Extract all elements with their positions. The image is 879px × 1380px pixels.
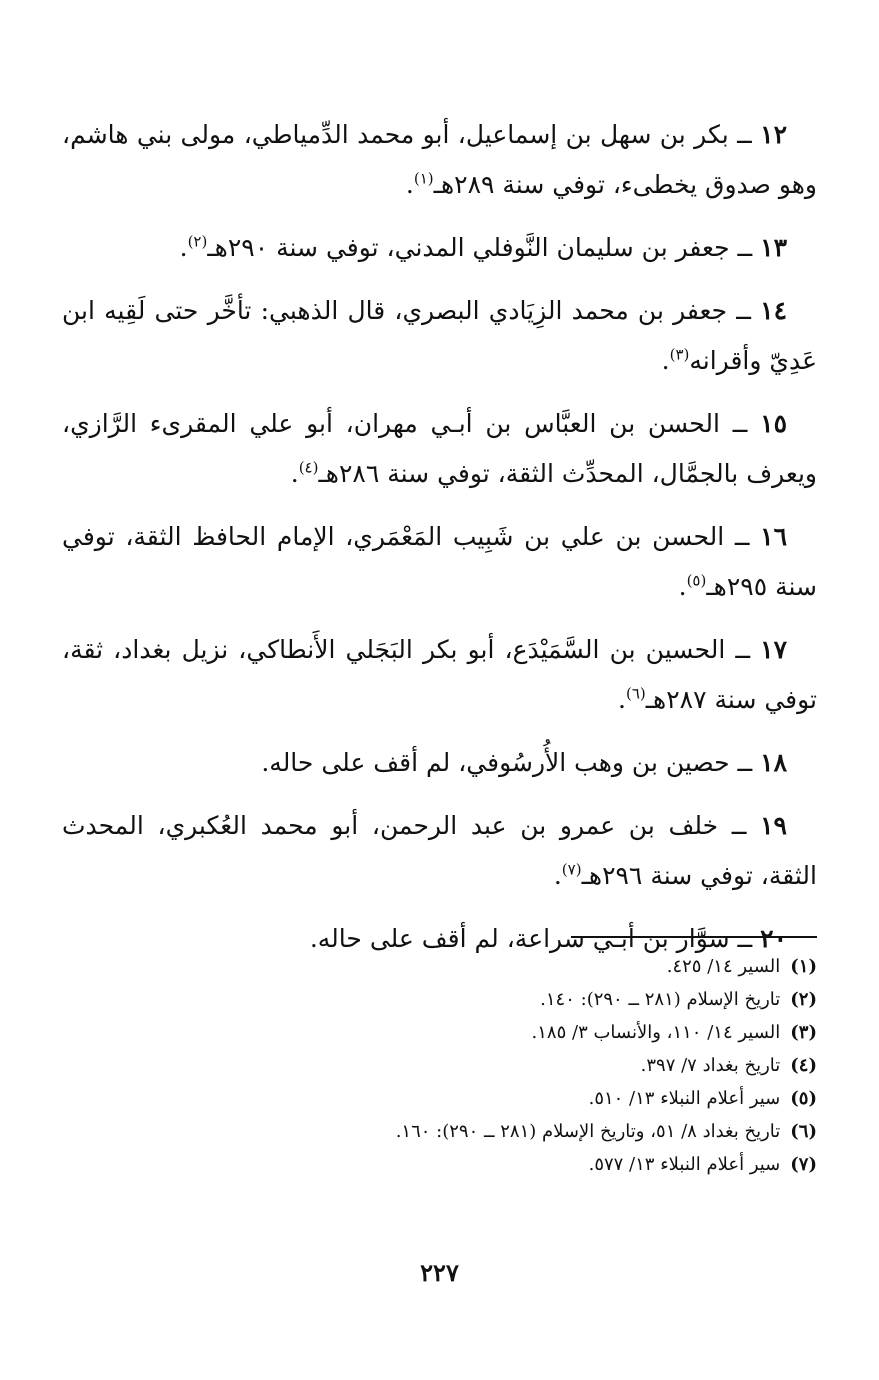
entry-end: . xyxy=(678,572,687,601)
entry-dash: ــ xyxy=(737,120,752,149)
entry-number: ١٦ xyxy=(760,522,787,551)
entry-end: . xyxy=(179,233,188,262)
entry-dash: ــ xyxy=(732,409,748,438)
entry-19 xyxy=(62,801,817,901)
entry-number: ١٤ xyxy=(760,296,787,325)
entry-text: سوَّار بن أبـي سراعة، لم أقف على حاله. xyxy=(309,924,730,953)
footnote-number: (٣) xyxy=(790,1022,817,1043)
footnote-number: (٦) xyxy=(790,1121,817,1142)
entry-text: جعفر بن محمد الزِيَادي البصري، قال الذهبي: تأخَّر حتى لَقِيه ابن عَدِيّ وأقرانه xyxy=(62,296,817,375)
footnote-text: تاريخ بغداد ٨/ ٥١، وتاريخ الإسلام (٢٨١ ــ ٢٩٠): ١٦٠. xyxy=(395,1121,781,1142)
entry-text: الحسين بن السَّمَيْدَع، أبو بكر البَجَلي الأَنطاكي، نزيل بغداد، ثقة، توفي سنة ٢٨٧هـ xyxy=(62,635,817,714)
footnote-text: السير ١٤/ ١١٠، والأنساب ٣/ ١٨٥. xyxy=(531,1022,781,1043)
footnote-ref: (٣) xyxy=(669,345,690,364)
entry-end: . xyxy=(405,170,414,199)
footnote-text: السير ١٤/ ٤٢٥. xyxy=(666,956,781,977)
entry-dash: ــ xyxy=(737,924,753,953)
footnote-3 xyxy=(62,1016,817,1049)
entry-text: بكر بن سهل بن إسماعيل، أبو محمد الدِّمياطي، مولى بني هاشم، وهو صدوق يخطىء، توفي سنة ٢٨٩هـ xyxy=(62,120,817,199)
footnote-text: تاريخ بغداد ٧/ ٣٩٧. xyxy=(640,1055,781,1076)
entry-dash: ــ xyxy=(731,811,747,840)
footnotes xyxy=(62,950,817,1181)
entry-end: . xyxy=(553,861,562,890)
entry-14 xyxy=(62,286,817,386)
entry-text: الحسن بن العبَّاس بن أبـي مهران، أبو علي المقرىء الرَّازي، ويعرف بالجمَّال، المحدِّث الثقة، توفي سنة ٢٨٦هـ xyxy=(62,409,817,488)
entry-number: ١٧ xyxy=(760,635,787,664)
entry-12 xyxy=(62,110,817,210)
entry-number: ١٩ xyxy=(760,811,787,840)
footnote-1 xyxy=(62,950,817,983)
footnote-divider xyxy=(571,936,817,938)
entry-number: ١٨ xyxy=(760,748,787,777)
footnote-ref: (٦) xyxy=(625,684,646,703)
page-number: ٢٢٧ xyxy=(420,1258,459,1287)
entry-dash: ــ xyxy=(736,296,751,325)
footnote-ref: (٤) xyxy=(298,458,319,477)
entry-dash: ــ xyxy=(737,233,753,262)
entry-dash: ــ xyxy=(737,748,753,777)
footnote-ref: (٧) xyxy=(561,860,582,879)
entry-number: ١٣ xyxy=(760,233,787,262)
entry-number: ١٢ xyxy=(760,120,787,149)
footnote-7 xyxy=(62,1148,817,1181)
entry-text: جعفر بن سليمان النَّوفلي المدني، توفي سنة ٢٩٠هـ xyxy=(207,233,730,262)
footnote-ref: (٢) xyxy=(187,232,208,251)
entry-18 xyxy=(62,738,817,788)
footnote-5 xyxy=(62,1082,817,1115)
entry-text: خلف بن عمرو بن عبد الرحمن، أبو محمد العُكبري، المحدث الثقة، توفي سنة ٢٩٦هـ xyxy=(62,811,817,890)
entry-dash: ــ xyxy=(735,635,751,664)
entry-dash: ــ xyxy=(734,522,750,551)
entry-number: ١٥ xyxy=(760,409,787,438)
footnote-ref: (٥) xyxy=(686,571,707,590)
entry-13 xyxy=(62,223,817,273)
biography-entries xyxy=(62,110,817,977)
entry-text: الحسن بن علي بن شَبِيب المَعْمَري، الإمام الحافظ الثقة، توفي سنة ٢٩٥هـ xyxy=(62,522,817,601)
footnote-6 xyxy=(62,1115,817,1148)
entry-number: ٢٠ xyxy=(760,924,787,953)
entry-16 xyxy=(62,512,817,612)
footnote-4 xyxy=(62,1049,817,1082)
entry-15 xyxy=(62,399,817,499)
footnote-text: تاريخ الإسلام (٢٨١ ــ ٢٩٠): ١٤٠. xyxy=(540,989,781,1010)
footnote-text: سير أعلام النبلاء ١٣/ ٥١٠. xyxy=(588,1088,781,1109)
entry-end: . xyxy=(290,459,299,488)
footnote-number: (٤) xyxy=(790,1055,817,1076)
entry-text: حصين بن وهب الأُرسُوفي، لم أقف على حاله. xyxy=(261,748,730,777)
footnote-ref: (١) xyxy=(413,169,434,188)
entry-end: . xyxy=(618,685,626,714)
entry-17 xyxy=(62,625,817,725)
footnote-number: (١) xyxy=(790,956,817,977)
footnote-2 xyxy=(62,983,817,1016)
footnote-number: (٢) xyxy=(790,989,817,1010)
footnote-number: (٥) xyxy=(790,1088,817,1109)
entry-end: . xyxy=(661,346,670,375)
footnote-text: سير أعلام النبلاء ١٣/ ٥٧٧. xyxy=(588,1154,781,1175)
footnote-number: (٧) xyxy=(790,1154,817,1175)
